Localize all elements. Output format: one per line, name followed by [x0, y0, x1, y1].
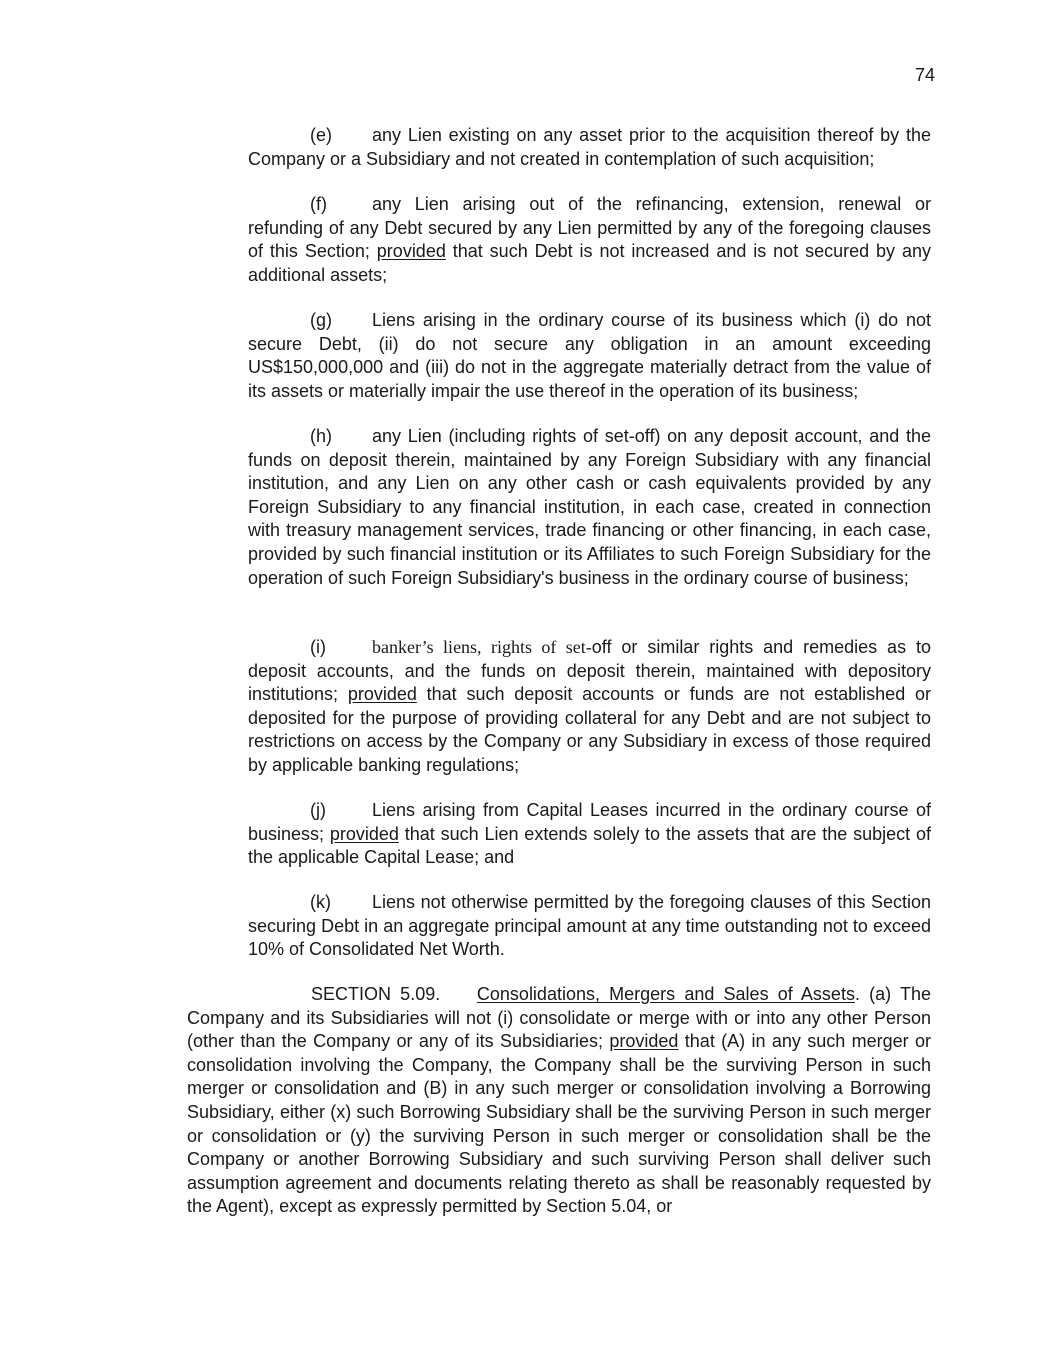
clause-text: Liens arising from Capital Leases incurred in the ordinary course of business; [248, 800, 931, 844]
section-5-09 [187, 983, 931, 1219]
clause-text: that such deposit accounts or funds are not established or deposited for the purpose of providing collateral for any Debt and are not subject to restrictions on access by the Company or any Subsidiary in excess of those required by applicable banking regulations; [248, 684, 931, 775]
provided-term: provided [609, 1031, 679, 1052]
section-text: . (a) The Company and its Subsidiaries will not (i) consolidate or merge with or into any other Person (other than the Company or any of its Subsidiaries; [187, 984, 931, 1052]
clause-text: any Lien (including rights of set-off) on any deposit account, and the funds on deposit therein, maintained by any Foreign Subsidiary with any financial institution, and any Lien on any other cash or cash equivalents provided by any Foreign Subsidiary to any financial institution, in each case, created in connection with treasury management services, trade financing or other financing, in each case, provided by such financial institution or its Affiliates to such Foreign Subsidiary for the operation of such Foreign Subsidiary's business in the ordinary course of business; [248, 426, 931, 588]
section-title: Consolidations, Mergers and Sales of Assets [476, 984, 855, 1004]
clause-text: off or similar rights and remedies as to deposit accounts, and the funds on deposit therein, maintained with depository institutions; [248, 637, 931, 705]
clause-text: any Lien existing on any asset prior to the acquisition thereof by the Company or a Subsidiary and not created in contemplation of such acquisition; [248, 125, 931, 169]
clause-g [248, 309, 931, 403]
provided-term: provided [329, 823, 399, 844]
clause-label: (e) [310, 125, 332, 145]
clause-h [248, 425, 931, 590]
clause-f [248, 193, 931, 287]
clause-e [248, 124, 931, 171]
section-text: that (A) in any such merger or consolidation involving the Company, the Company shall be the surviving Person in such merger or consolidation and (B) in any such merger or consolidation involving a Borrowing Subsidiary, either (x) such Borrowing Subsidiary shall be the surviving Person in such merger or consolidation or (y) the surviving Person in such merger or consolidation shall be the Company or another Borrowing Subsidiary and such surviving Person shall deliver such assumption agreement and documents relating thereto as shall be reasonably requested by the Agent), except as expressly permitted by Section 5.04, or [187, 1031, 931, 1217]
clause-i [248, 636, 931, 778]
section-number: SECTION 5.09. [311, 984, 441, 1004]
clause-text: any Lien arising out of the refinancing, extension, renewal or refunding of any Debt secured by any Lien permitted by any of the foregoing clauses of this Section; [248, 194, 931, 262]
clause-text: that such Lien extends solely to the assets that are the subject of the applicable Capital Lease; and [248, 823, 931, 868]
clause-text: that such Debt is not increased and is not secured by any additional assets; [248, 241, 931, 285]
clause-label: (j) [310, 800, 326, 820]
clause-text: Liens not otherwise permitted by the foregoing clauses of this Section securing Debt in an aggregate principal amount at any time outstanding not to exceed 10% of Consolidated Net Worth. [248, 892, 931, 960]
clause-text: banker’s liens, rights of set- [372, 637, 592, 657]
provided-term: provided [376, 241, 446, 262]
clause-label: (k) [310, 892, 331, 912]
clause-k [248, 891, 931, 962]
clause-label: (f) [310, 194, 327, 214]
clause-label: (h) [310, 426, 332, 446]
clause-label: (g) [310, 310, 332, 330]
clause-label: (i) [310, 637, 326, 657]
provided-term: provided [347, 684, 417, 705]
clause-j [248, 799, 931, 870]
page-number: 74 [914, 65, 935, 85]
clause-text: Liens arising in the ordinary course of its business which (i) do not secure Debt, (ii) do not secure any obligation in an amount exceeding US$150,000,000 and (iii) do not in the aggregate materially detract from the value of its assets or materially impair the use thereof in the operation of its business; [248, 310, 931, 401]
